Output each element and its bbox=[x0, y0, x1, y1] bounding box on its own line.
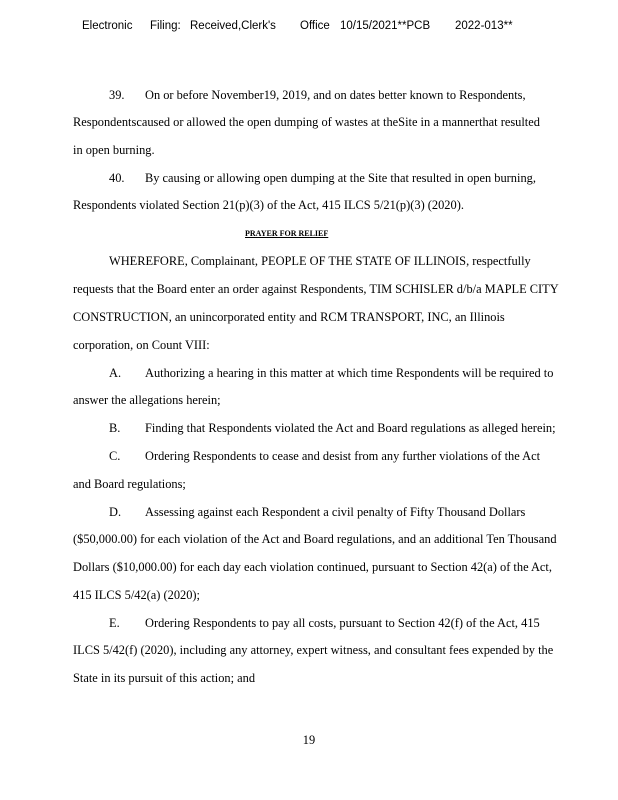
paragraph-39-number: 39. bbox=[109, 88, 125, 102]
relief-c-letter: C. bbox=[109, 449, 121, 463]
prayer-heading: PRAYER FOR RELIEF bbox=[245, 229, 329, 238]
relief-a-line: Authorizing a hearing in this matter at which time Respondents will be required to bbox=[145, 366, 554, 380]
header-case: 2022-013** bbox=[455, 20, 513, 32]
relief-e-line: ILCS 5/42(f) (2020), including any attorney, expert witness, and consultant fees expended by the bbox=[73, 643, 554, 657]
paragraph-39-line: Respondentscaused or allowed the open dumping of wastes at theSite in a mannerthat resulted bbox=[73, 115, 540, 129]
relief-e-line: State in its pursuit of this action; and bbox=[73, 671, 256, 685]
wherefore-line: corporation, on Count VIII: bbox=[73, 338, 210, 352]
header-office: Office bbox=[300, 20, 330, 32]
relief-e-letter: E. bbox=[109, 616, 120, 630]
filing-header bbox=[0, 20, 618, 36]
wherefore-line: requests that the Board enter an order against Respondents, TIM SCHISLER d/b/a MAPLE CITY bbox=[73, 282, 559, 296]
paragraph-39-line: in open burning. bbox=[73, 143, 155, 157]
relief-a-letter: A. bbox=[109, 366, 122, 380]
relief-d-letter: D. bbox=[109, 505, 122, 519]
relief-d-line: ($50,000.00) for each violation of the Act and Board regulations, and an additional Ten Thousand bbox=[73, 532, 557, 546]
paragraph-40-line: Respondents violated Section 21(p)(3) of the Act, 415 ILCS 5/21(p)(3) (2020). bbox=[73, 198, 464, 212]
relief-d-line: Assessing against each Respondent a civil penalty of Fifty Thousand Dollars bbox=[145, 505, 526, 519]
paragraph-39-line: On or before November19, 2019, and on dates better known to Respondents, bbox=[145, 88, 526, 102]
relief-d-line: Dollars ($10,000.00) for each day each violation continued, pursuant to Section 42(a) of the Act, bbox=[73, 560, 552, 574]
paragraph-40-number: 40. bbox=[109, 171, 125, 185]
relief-d-line: 415 ILCS 5/42(a) (2020); bbox=[73, 588, 200, 602]
relief-c-line: Ordering Respondents to cease and desist from any further violations of the Act bbox=[145, 449, 541, 463]
relief-c-line: and Board regulations; bbox=[73, 477, 186, 491]
wherefore-line: CONSTRUCTION, an unincorporated entity and RCM TRANSPORT, INC, an Illinois bbox=[73, 310, 505, 324]
page-number: 19 bbox=[302, 733, 316, 747]
relief-a-line: answer the allegations herein; bbox=[73, 393, 221, 407]
header-date: 10/15/2021**PCB bbox=[340, 20, 431, 32]
header-electronic: Electronic bbox=[82, 20, 133, 32]
header-filing: Filing: bbox=[150, 20, 181, 32]
paragraph-40-line: By causing or allowing open dumping at the Site that resulted in open burning, bbox=[145, 171, 536, 185]
relief-b-line: Finding that Respondents violated the Act and Board regulations as alleged herein; bbox=[145, 421, 556, 435]
wherefore-line: WHEREFORE, Complainant, PEOPLE OF THE STATE OF ILLINOIS, respectfully bbox=[109, 254, 531, 268]
relief-e-line: Ordering Respondents to pay all costs, pursuant to Section 42(f) of the Act, 415 bbox=[145, 616, 540, 630]
header-received: Received,Clerk's bbox=[190, 20, 276, 32]
relief-b-letter: B. bbox=[109, 421, 121, 435]
